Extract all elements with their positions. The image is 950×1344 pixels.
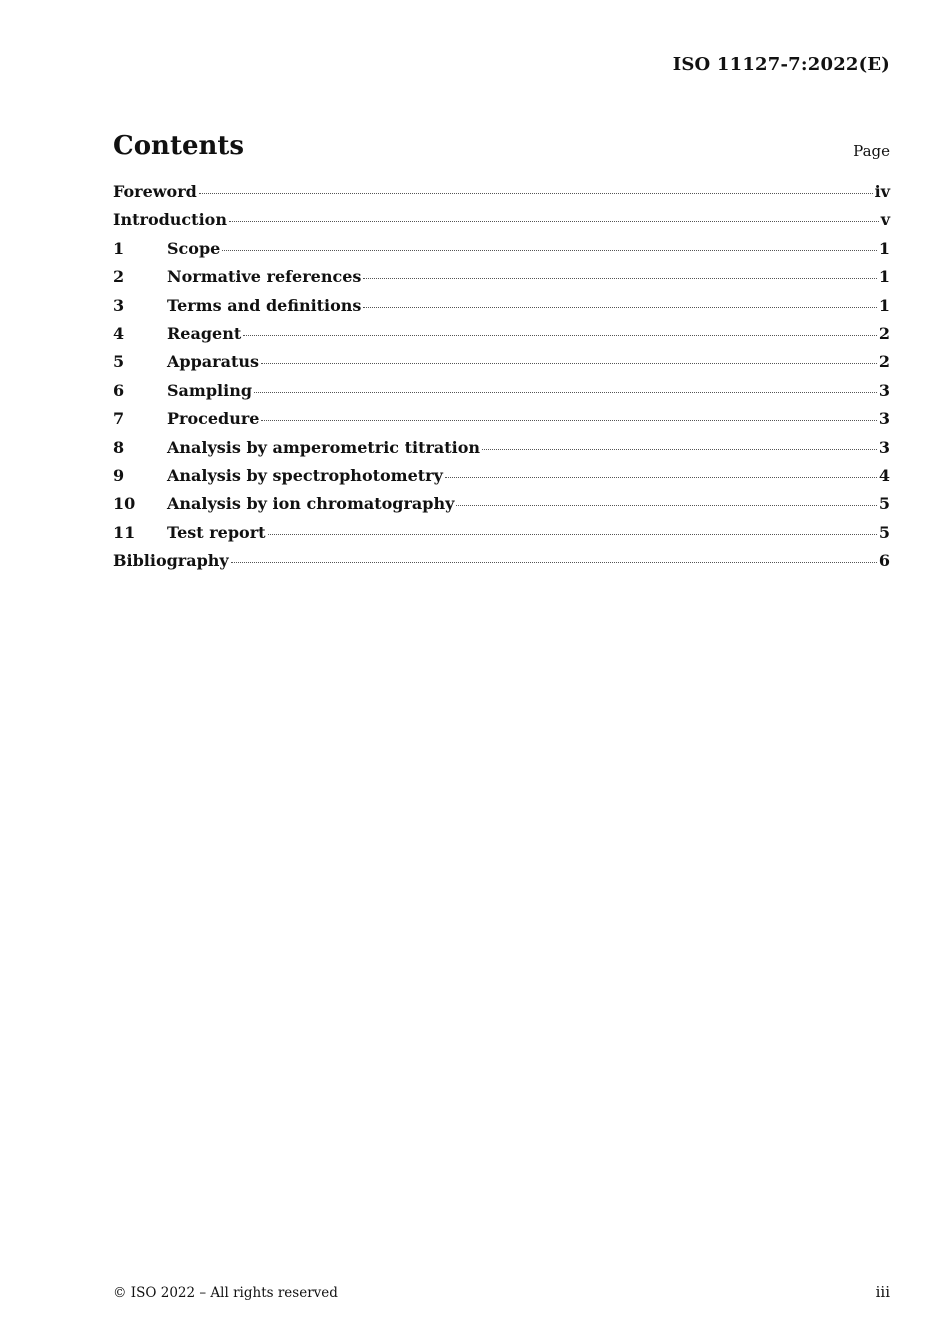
toc-dot-leader	[456, 505, 876, 506]
toc-entry-page: 5	[878, 494, 890, 514]
toc-entry-page: 3	[878, 409, 890, 429]
page-column-label: Page	[853, 142, 890, 160]
toc-entry-title: Analysis by ion chromatography	[167, 494, 455, 514]
contents-heading: Contents	[113, 131, 245, 161]
toc-entry-title: Scope	[167, 238, 221, 258]
document-id: ISO 11127-7:2022(E)	[672, 54, 890, 75]
toc-entry-terms-and-definitions[interactable]	[113, 296, 890, 324]
toc-entry-page: 1	[878, 238, 890, 258]
toc-entry-page: 1	[878, 295, 890, 315]
toc-entry-page: 5	[878, 522, 890, 542]
toc-dot-leader	[199, 193, 873, 194]
toc-entry-page: iv	[874, 182, 890, 201]
toc-entry-amperometric-titration[interactable]	[113, 438, 890, 466]
toc-entry-title: Introduction	[113, 210, 227, 230]
table-of-contents	[113, 182, 890, 579]
toc-entry-number: 3	[113, 295, 125, 315]
toc-entry-procedure[interactable]	[113, 409, 890, 437]
toc-entry-title: Analysis by amperometric titration	[167, 437, 481, 457]
toc-entry-number: 5	[113, 352, 125, 372]
toc-entry-title: Procedure	[167, 409, 260, 429]
toc-entry-scope[interactable]	[113, 239, 890, 267]
toc-dot-leader	[445, 477, 877, 478]
toc-dot-leader	[231, 562, 877, 563]
toc-entry-page: 1	[878, 267, 890, 287]
toc-entry-number: 9	[113, 465, 125, 485]
toc-entry-title: Apparatus	[167, 352, 259, 372]
toc-entry-sampling[interactable]	[113, 381, 890, 409]
toc-entry-page: 4	[878, 465, 890, 485]
toc-entry-number: 10	[113, 494, 136, 514]
toc-dot-leader	[222, 250, 877, 251]
toc-entry-title: Normative references	[167, 267, 362, 287]
toc-entry-title: Analysis by spectrophotometry	[167, 465, 443, 485]
toc-entry-page: 2	[878, 352, 890, 372]
toc-dot-leader	[261, 420, 876, 421]
toc-entry-ion-chromatography[interactable]	[113, 494, 890, 522]
toc-entry-page: 3	[878, 380, 890, 400]
toc-entry-title: Reagent	[167, 323, 242, 343]
toc-entry-number: 8	[113, 437, 125, 457]
toc-dot-leader	[243, 335, 877, 336]
toc-entry-number: 6	[113, 380, 125, 400]
toc-entry-page: 6	[878, 551, 890, 571]
toc-entry-page: v	[880, 210, 890, 230]
toc-entry-title: Sampling	[167, 380, 253, 400]
toc-entry-title: Terms and definitions	[167, 295, 362, 315]
toc-dot-leader	[254, 392, 877, 393]
toc-entry-bibliography[interactable]	[113, 551, 890, 579]
toc-dot-leader	[482, 449, 877, 450]
toc-dot-leader	[261, 363, 877, 364]
toc-entry-page: 3	[878, 437, 890, 457]
toc-entry-number: 11	[113, 522, 136, 542]
toc-dot-leader	[268, 534, 877, 535]
toc-entry-number: 4	[113, 323, 125, 343]
toc-entry-normative-references[interactable]	[113, 267, 890, 295]
toc-entry-number: 7	[113, 409, 125, 429]
toc-dot-leader	[363, 307, 876, 308]
footer-page-number: iii	[875, 1283, 890, 1301]
toc-entry-title: Foreword	[113, 182, 197, 201]
toc-dot-leader	[363, 278, 876, 279]
toc-entry-title: Test report	[167, 522, 266, 542]
toc-dot-leader	[229, 221, 879, 222]
toc-entry-title: Bibliography	[113, 551, 229, 571]
toc-entry-test-report[interactable]	[113, 523, 890, 551]
toc-entry-spectrophotometry[interactable]	[113, 466, 890, 494]
toc-entry-page: 2	[878, 323, 890, 343]
toc-entry-introduction[interactable]	[113, 210, 890, 238]
footer-copyright: © ISO 2022 – All rights reserved	[113, 1285, 338, 1301]
toc-entry-number: 2	[113, 267, 125, 287]
toc-entry-foreword[interactable]	[113, 182, 890, 210]
toc-entry-reagent[interactable]	[113, 324, 890, 352]
toc-entry-number: 1	[113, 238, 125, 258]
toc-entry-apparatus[interactable]	[113, 352, 890, 380]
